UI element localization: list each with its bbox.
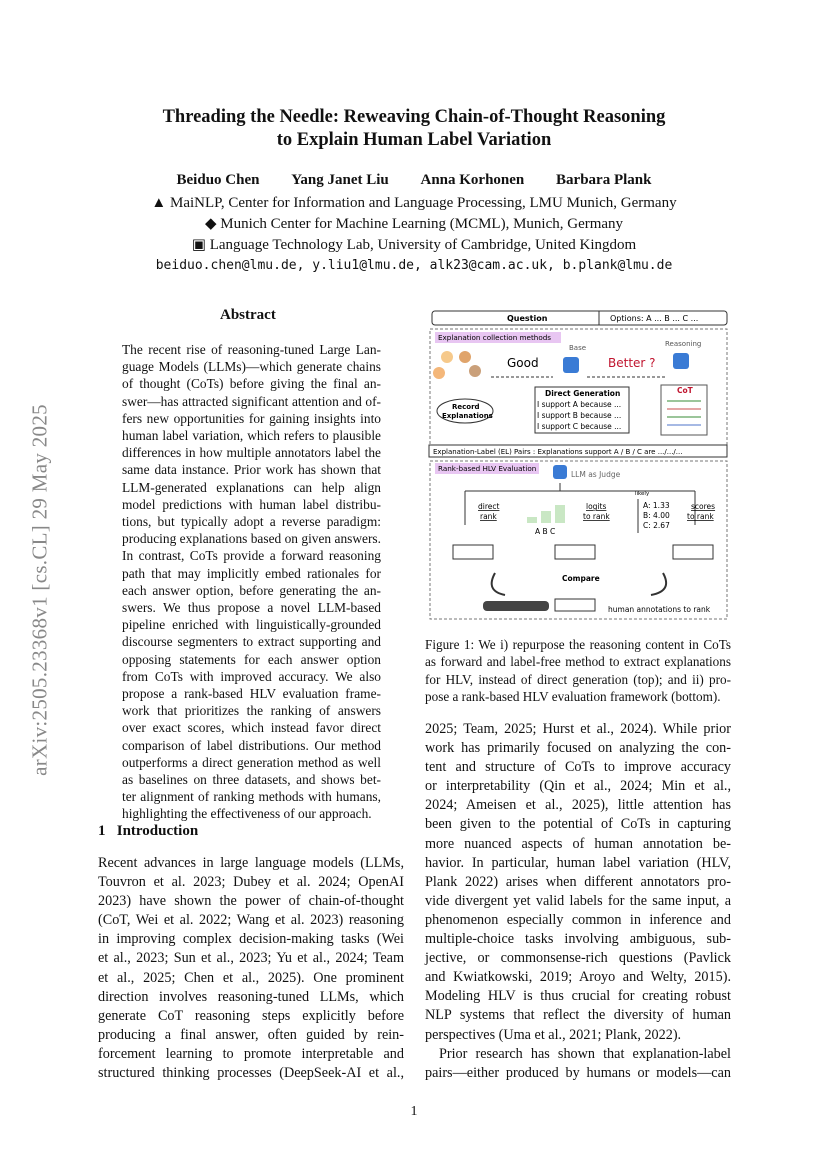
options-label: Options: A ... B ... C ... bbox=[610, 314, 699, 323]
abstract-line: outperforms a direct generation method as well bbox=[122, 754, 381, 770]
author-list bbox=[0, 172, 828, 189]
abstract-line: ter alignment of ranking methods with humans, bbox=[122, 789, 381, 805]
annotator-group-icon bbox=[433, 351, 481, 379]
score-a: A: 1.33 bbox=[643, 501, 670, 510]
affiliation-mark-icon: ▣ bbox=[191, 237, 210, 253]
intro-line: Touvron et al. 2023; Dubey et al. 2024; OpenAI bbox=[98, 874, 404, 891]
body-line: phenomenon especially common in inference and bbox=[425, 911, 731, 928]
judge-robot-icon bbox=[553, 465, 567, 479]
caption-line: pose a rank-based HLV evaluation framework (bottom). bbox=[425, 688, 721, 704]
abstract-line: as baselines on three datasets, and shows bet- bbox=[122, 772, 381, 788]
abstract-line: human label variation, which refers to plausible bbox=[122, 428, 381, 444]
body-line: perspectives (Uma et al., 2021; Plank, 2022). bbox=[425, 1026, 682, 1043]
collection-label: Explanation collection methods bbox=[438, 333, 552, 342]
rank-eval-label: Rank-based HLV Evaluation bbox=[438, 464, 537, 473]
author: Beiduo Chen bbox=[176, 172, 260, 188]
abstract-line: highlighting the effectiveness of our approach. bbox=[122, 806, 372, 822]
arxiv-id: arXiv:2505.23368v1 [cs.CL] 29 May 2025 bbox=[27, 404, 52, 776]
author-emails: beiduo.chen@lmu.de, y.liu1@lmu.de, alk23@cam.ac.uk, b.plank@lmu.de bbox=[155, 258, 673, 273]
intro-line: in improving complex decision-making tasks (Wei bbox=[98, 931, 404, 948]
caption-line: for HLV, instead of direct generation (top); and ii) pro- bbox=[425, 671, 731, 687]
base-robot-icon bbox=[563, 357, 579, 373]
abstract-line: fers new opportunities for gaining insights into bbox=[122, 410, 381, 426]
scores-label: scores bbox=[691, 502, 716, 511]
affiliation: ▲ MaiNLP, Center for Information and Language Processing, LMU Munich, Germany bbox=[151, 195, 677, 211]
intro-line: direction involves reasoning-tuned LLMs, which bbox=[98, 988, 404, 1005]
podium-icon bbox=[673, 545, 713, 559]
direct-label: direct bbox=[478, 502, 500, 511]
abstract-line: of thought (CoTs) before giving the final an- bbox=[122, 376, 381, 392]
body-line: work has primarily focused on analyzing the con- bbox=[425, 740, 731, 757]
title-line-2: to Explain Human Label Variation bbox=[276, 130, 552, 150]
affiliation-mark-icon: ◆ bbox=[204, 216, 221, 232]
reasoning-label: Reasoning bbox=[665, 340, 702, 348]
body-line: pairs—either produced by humans or models—can bbox=[425, 1064, 731, 1081]
affiliation-mark-icon: ▲ bbox=[151, 195, 171, 211]
abstract-line: LLM-generated explanations can help align bbox=[122, 479, 381, 495]
page-number: 1 bbox=[410, 1104, 418, 1119]
abstract-line: swers. We thus propose a novel LLM-based bbox=[122, 600, 381, 616]
body-line: or interpretability (Qin et al., 2024; Min et al., bbox=[425, 778, 731, 795]
body-line: multiple-choice tasks involving ambiguous, sub- bbox=[425, 931, 731, 948]
compare-label: Compare bbox=[562, 574, 600, 583]
intro-line: (CoT, Wei et al. 2022; Wang et al. 2023) reasoning bbox=[98, 912, 404, 929]
abstract-line: same data instance. Prior work has shown that bbox=[122, 462, 381, 478]
body-line: been given to the potential of CoTs in capturing bbox=[425, 816, 731, 833]
abstract-line: The recent rise of reasoning-tuned Large Lan- bbox=[122, 342, 381, 357]
abc-axis-label: A B C bbox=[535, 527, 556, 536]
abstract-line: model predictions with human label distribu- bbox=[122, 496, 381, 512]
podium-icon bbox=[555, 545, 595, 559]
body-line: havior. In particular, human label variation (HLV, bbox=[425, 854, 731, 871]
intro-line: et al., 2023; Sun et al., 2023; Yu et al., 2024; Team bbox=[98, 950, 404, 967]
cot-label: CoT bbox=[677, 386, 693, 395]
body-line: 2025; Team, 2025; Hurst et al., 2024). While prior bbox=[425, 721, 731, 737]
intro-line: et al., 2025; Chen et al., 2025). One prominent bbox=[98, 969, 404, 986]
podium-icon bbox=[453, 545, 493, 559]
abstract-line: pipeline enriched with linguistically-grounded bbox=[122, 617, 381, 633]
body-line: tent and structure of CoTs to improve accuracy bbox=[425, 759, 731, 776]
body-line: and Kwiatkowski, 2019; Aroyo and Welty, 2015). bbox=[425, 969, 731, 986]
author: Yang Janet Liu bbox=[291, 172, 389, 188]
abstract-line: opposing statements for each answer option bbox=[122, 651, 381, 667]
title-line-1: Threading the Needle: Reweaving Chain-of-Thought Reasoning bbox=[162, 107, 666, 127]
affiliation: ▣ Language Technology Lab, University of Cambridge, United Kingdom bbox=[191, 237, 637, 253]
good-label: Good bbox=[507, 356, 539, 370]
abstract-line: In contrast, CoTs provide a forward reasoning bbox=[122, 548, 381, 564]
paper-title bbox=[0, 106, 828, 152]
abstract-line: comparison of label distributions. Our method bbox=[122, 737, 381, 753]
body-line: NLP systems that reflect the diversity of human bbox=[425, 1007, 731, 1024]
body-line: jective, or commonsense-rich questions (Pavlick bbox=[425, 950, 731, 967]
abstract-line: tions, but typically adopt a reverse paradigm: bbox=[122, 514, 381, 530]
abstract-line: work that prioritizes the ranking of answers bbox=[122, 703, 381, 719]
body-line: Prior research has shown that explanation-label bbox=[439, 1045, 731, 1062]
author: Barbara Plank bbox=[556, 172, 652, 188]
figure-1 bbox=[425, 305, 733, 623]
arxiv-sidebar bbox=[22, 340, 58, 840]
abstract-line: propose a rank-based HLV evaluation frame- bbox=[122, 686, 381, 702]
abstract-line: each answer option, before generating the an- bbox=[122, 582, 381, 598]
intro-line: producing a final answer, often guided by rein- bbox=[98, 1026, 404, 1043]
abstract-line: from CoTs with improved accuracy. We also bbox=[122, 668, 381, 684]
human-podium-icon bbox=[555, 599, 595, 611]
support-a: I support A because ... bbox=[537, 400, 622, 409]
abstract-line: discourse segmenters to extract supporting and bbox=[122, 634, 381, 650]
intro-line: structured thinking processes (DeepSeek-AI et al., bbox=[98, 1065, 404, 1082]
abstract-line: path that may implicitly embed rationales for bbox=[122, 565, 381, 581]
score-b: B: 4.00 bbox=[643, 511, 670, 520]
abstract-line: differences in how multiple annotators label the bbox=[122, 445, 381, 461]
body-line: Plank 2022) arises when different annotators pro- bbox=[425, 873, 731, 890]
record-label: Record bbox=[452, 403, 480, 411]
figure-caption bbox=[425, 636, 731, 705]
rank-label: rank bbox=[480, 512, 497, 521]
affiliations bbox=[0, 193, 828, 256]
abstract-line: over exact scores, which instead favor direct bbox=[122, 720, 381, 736]
likely-label: likely bbox=[635, 491, 650, 497]
intro-body bbox=[98, 854, 404, 1083]
body-line: 2024; Ameisen et al., 2025), little attention has bbox=[425, 797, 731, 814]
explanations-label: Explanations bbox=[442, 412, 493, 420]
section-heading: 1 Introduction bbox=[98, 823, 199, 839]
abstract-heading: Abstract bbox=[220, 307, 276, 323]
affiliation: ◆ Munich Center for Machine Learning (MCML), Munich, Germany bbox=[204, 216, 624, 232]
body-line: Modeling HLV is thus crucial for creating robust bbox=[425, 988, 731, 1005]
human-rank-label: human annotations to rank bbox=[608, 605, 711, 614]
to-rank-label-2: to rank bbox=[687, 512, 714, 521]
el-pairs-label: Explanation-Label (EL) Pairs : Explanations support A / B / C are .../.../... bbox=[433, 448, 683, 456]
score-c: C: 2.67 bbox=[643, 521, 670, 530]
support-c: I support C because ... bbox=[537, 422, 622, 431]
caption-line: as forward and label-free method to extract explanations bbox=[425, 654, 731, 670]
abstract-line: swer—has attracted significant attention and of- bbox=[122, 393, 381, 409]
intro-line: Recent advances in large language models (LLMs, bbox=[98, 855, 404, 871]
caption-line: Figure 1: We i) repurpose the reasoning content in CoTs bbox=[425, 637, 731, 652]
intro-line: generate CoT reasoning steps explicitly before bbox=[98, 1007, 404, 1024]
intro-line: forcement learning to promote interpretable and bbox=[98, 1045, 404, 1062]
abstract-line: guage Models (LLMs)—which generate chains bbox=[122, 359, 381, 375]
crowd-icon bbox=[483, 601, 549, 611]
body-line: more nuanced aspects of human annotation be- bbox=[425, 835, 731, 852]
base-label: Base bbox=[569, 344, 587, 352]
direct-generation-label: Direct Generation bbox=[545, 389, 621, 398]
abstract-body bbox=[122, 341, 381, 823]
logits-label: logits bbox=[586, 502, 607, 511]
body-line: vide divergent yet valid labels for the same input, a bbox=[425, 892, 731, 909]
question-label: Question bbox=[507, 314, 548, 323]
right-column-body bbox=[425, 720, 731, 1083]
better-label: Better ? bbox=[608, 356, 656, 370]
to-rank-label: to rank bbox=[583, 512, 610, 521]
reasoning-robot-icon bbox=[673, 353, 689, 369]
support-b: I support B because ... bbox=[537, 411, 622, 420]
judge-label: LLM as Judge bbox=[571, 470, 621, 479]
author: Anna Korhonen bbox=[420, 172, 525, 188]
intro-line: 2023) have shown the power of chain-of-thought bbox=[98, 893, 404, 910]
abstract-line: producing explanations based on given answers. bbox=[122, 531, 381, 547]
